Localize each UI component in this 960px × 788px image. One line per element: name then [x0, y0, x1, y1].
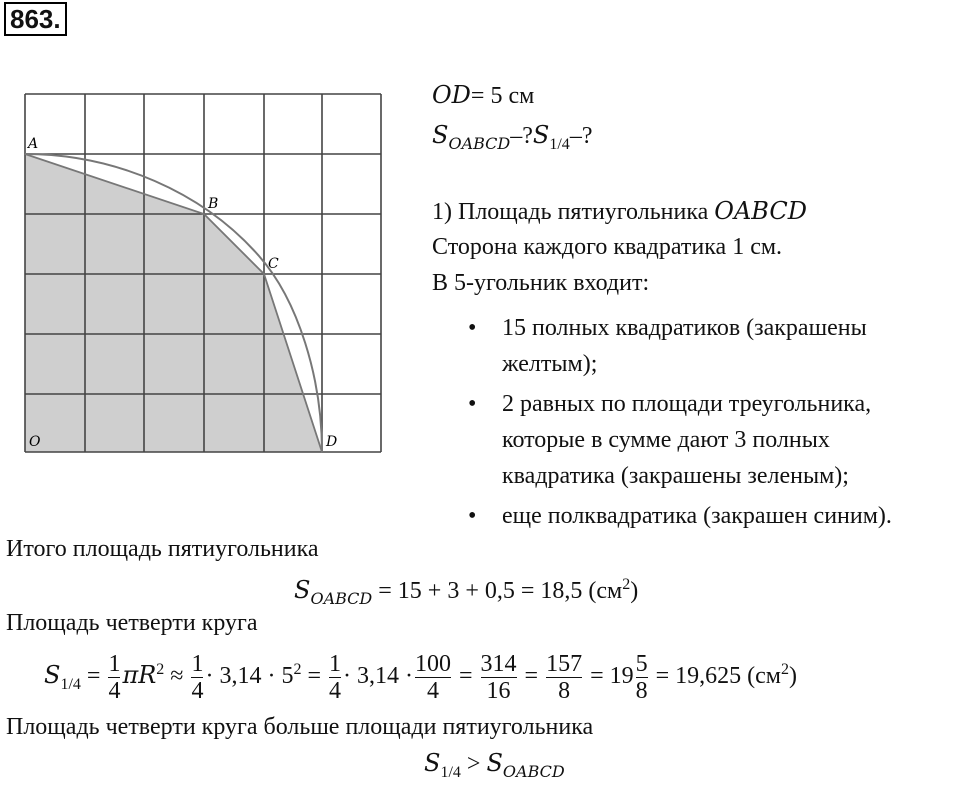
q2: –?: [569, 123, 593, 149]
label-b: B: [208, 196, 219, 212]
frac-den: 8: [635, 677, 648, 704]
f2-eq3: =: [452, 663, 479, 689]
side-text: Сторона каждого квадратика 1 см.: [432, 234, 783, 260]
f1-sup: 2: [622, 576, 631, 593]
frac-den: 16: [481, 677, 517, 704]
formula-pentagon: [294, 570, 638, 614]
fraction: [329, 651, 341, 704]
cmp-s1-sub: 1/4: [440, 763, 461, 781]
cmp-s2-sub: OABCD: [502, 761, 565, 781]
f2-sup: 2: [156, 661, 165, 678]
fraction: [636, 651, 648, 704]
s-quarter-symbol: S: [532, 121, 550, 149]
bullet-item: • 2 равных по площади треугольника, которые в сумме дают 3 полных квадратика (закрашены зеленым);: [462, 386, 932, 494]
f2-sub: 1/4: [60, 675, 81, 693]
frac-den: 4: [191, 677, 204, 704]
frac-den: 8: [546, 677, 582, 704]
label-a: A: [28, 136, 39, 152]
frac-num: 314: [480, 650, 517, 677]
fraction: [191, 651, 203, 704]
f2-tail-close: ): [789, 663, 797, 689]
od-symbol: OD: [432, 81, 471, 109]
f2-sup: 2: [293, 661, 302, 678]
quarter-text: Площадь четверти круга: [6, 610, 258, 636]
formula-quarter: [44, 640, 797, 715]
bullet-item: • еще полквадратика (закрашен синим).: [462, 498, 932, 534]
f2-approx: ≈: [164, 663, 190, 689]
f1-close: ): [630, 578, 639, 604]
f2-mid1: · 3,14 · 5: [205, 663, 294, 689]
s-pentagon-sub: OABCD: [448, 133, 511, 153]
label-d: D: [326, 434, 338, 450]
bullet-list: [462, 310, 932, 534]
q1: –?: [510, 123, 533, 149]
s-quarter-sub: 1/4: [549, 135, 570, 153]
s-pentagon-symbol: S: [432, 121, 449, 149]
f2-mid2: · 3,14 ·: [343, 663, 413, 689]
od-value: = 5 см: [470, 83, 535, 109]
cmp-s2: S: [486, 749, 503, 777]
step1-text: 1) Площадь пятиугольника: [432, 199, 715, 225]
cmp-s1: S: [424, 749, 441, 777]
f2-tail: = 19,625 (см: [649, 663, 781, 689]
f1-sub: OABCD: [310, 588, 373, 608]
contains-text: В 5-угольник входит:: [432, 270, 650, 296]
fraction: [108, 651, 120, 704]
f2-tail-sup: 2: [781, 661, 789, 678]
frac-num: 1: [108, 650, 121, 677]
step1-math: OABCD: [714, 197, 807, 225]
bullet-item: • 15 полных квадратиков (закрашены желтым);: [462, 310, 932, 382]
geometry-figure: [20, 88, 384, 462]
f2-pi-r: πR: [122, 661, 157, 689]
label-c: C: [268, 256, 279, 272]
bullet-list-container: [462, 310, 932, 534]
frac-num: 1: [191, 650, 204, 677]
cmp-gt: >: [460, 751, 487, 777]
f2-eq4: =: [518, 663, 545, 689]
frac-num: 1: [329, 650, 341, 677]
f2-eq2: =: [301, 663, 327, 689]
f2-eq1: =: [80, 663, 107, 689]
frac-num: 5: [635, 650, 648, 677]
total-text: Итого площадь пятиугольника: [6, 536, 319, 562]
frac-den: 4: [329, 677, 341, 704]
given-od: [432, 80, 534, 111]
frac-num: 100: [414, 650, 451, 677]
f2-s: S: [44, 661, 61, 689]
f1-s: S: [294, 576, 311, 604]
label-o: O: [29, 434, 41, 450]
frac-den: 4: [415, 677, 451, 704]
given-unknowns: [432, 120, 592, 160]
compare-formula: [424, 748, 565, 788]
step1-heading: [432, 196, 807, 227]
f2-eq5: = 19: [584, 663, 634, 689]
problem-number: 863.: [4, 2, 67, 36]
f1-rhs: = 15 + 3 + 0,5 = 18,5 (см: [372, 578, 623, 604]
frac-num: 157: [546, 650, 583, 677]
fraction: [415, 651, 451, 704]
fraction: [546, 651, 582, 704]
frac-den: 4: [108, 677, 121, 704]
compare-text: Площадь четверти круга больше площади пятиугольника: [6, 714, 594, 740]
fraction: [481, 651, 517, 704]
